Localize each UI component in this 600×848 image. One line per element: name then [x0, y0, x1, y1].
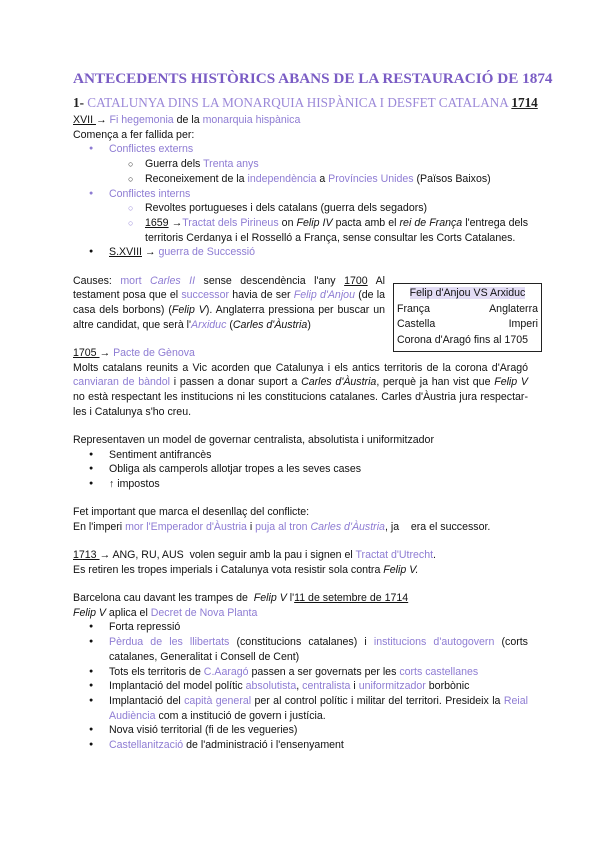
highlighted-term: puja al tron — [255, 520, 311, 533]
list-item — [73, 462, 528, 477]
highlighted-term: Pacte de Gènova — [113, 346, 195, 359]
bullet-icon: ● — [89, 696, 94, 704]
bullet-icon: ● — [89, 638, 94, 646]
highlighted-term: Fi hegemonia — [109, 114, 174, 126]
section-year: 1714 — [511, 95, 538, 110]
highlighted-term: Tractat dels Pirineus — [182, 216, 279, 229]
text-run: a — [316, 172, 329, 185]
highlighted-term: Decret de Nova Planta — [150, 606, 258, 619]
highlighted-term: independència — [247, 172, 317, 185]
paragraph — [73, 520, 528, 535]
paragraph — [73, 591, 528, 606]
bullet-icon: ● — [89, 682, 94, 690]
highlighted-term: Reial Audiència — [109, 694, 531, 722]
highlighted-term: Províncies Unides — [328, 172, 414, 185]
text-run: l'entrega dels territoris Cerdanya i el Rosselló a França, sense consultar les Corts Catalanes. — [145, 216, 531, 244]
document-page — [73, 70, 553, 753]
paragraph — [73, 433, 528, 448]
text-run: l' — [286, 591, 295, 604]
text-run: Causes: — [73, 274, 121, 287]
bullet-icon: ● — [89, 741, 94, 749]
text-run: (constitucions catalanes) i — [229, 636, 374, 649]
list-item — [73, 723, 528, 738]
circle-bullet-icon: ○ — [128, 173, 134, 184]
list-item — [73, 665, 528, 680]
highlighted-term: C.Aaragó — [203, 665, 249, 678]
highlighted-term: centralista — [302, 680, 351, 693]
text-run: de l'administració i l'ensenyament — [183, 739, 344, 752]
paragraph — [73, 563, 528, 578]
highlighted-term: Pèrdua de les llibertats — [109, 636, 230, 649]
highlighted-term: Trenta anys — [203, 158, 259, 171]
bullet-icon: ● — [89, 623, 94, 631]
text-run: aplica el — [105, 606, 151, 619]
text-run: → — [95, 114, 110, 126]
comparison-box-note: Corona d'Aragó fins al 1705 — [397, 333, 528, 346]
text-run: 1705 — [73, 346, 100, 359]
section-title: CATALUNYA DINS LA MONARQUIA HISPÀNICA I DESFET CATALANA — [87, 95, 509, 110]
text-run: ) — [307, 318, 311, 331]
list-item — [73, 620, 528, 635]
bullet-icon: ● — [89, 479, 94, 487]
text-run: (corts catalanes, Generalitat i Consell de Cent) — [109, 636, 531, 663]
document-body — [73, 113, 531, 753]
text-run: Molts catalans reunits a Vic acorden que Catalunya i els antics territoris de la corona d'Aragó — [73, 361, 531, 374]
bullet-icon: ● — [89, 726, 94, 734]
text-run: Felip V — [253, 591, 287, 604]
text-run: Forta repressió — [109, 621, 181, 634]
list-item — [73, 201, 528, 216]
bullet-icon: ● — [89, 248, 94, 256]
text-run: com a institució de govern i justícia. — [155, 709, 326, 722]
comparison-row — [397, 317, 538, 333]
text-run: Nova visió territorial (fi de les vegueries) — [109, 724, 298, 737]
paragraph — [73, 505, 528, 520]
text-run: Guerra dels — [145, 158, 204, 171]
highlighted-term: successor — [181, 289, 230, 302]
text-run: XVII — [73, 114, 96, 126]
text-run: 1659 — [145, 216, 169, 229]
text-run: Es retiren les tropes imperials i Catalunya vota resistir sola contra — [73, 563, 384, 576]
spacer — [73, 260, 528, 274]
highlighted-term: mort — [120, 274, 151, 287]
paragraph — [73, 606, 528, 621]
list-item — [73, 172, 528, 187]
list-item — [73, 245, 528, 260]
highlighted-term: Tractat d'Utrecht — [355, 549, 434, 562]
comparison-box — [393, 283, 542, 352]
text-run: → — [141, 246, 159, 259]
bullet-icon: ● — [89, 189, 94, 197]
text-run: → — [168, 216, 183, 229]
bullet-icon: ● — [89, 145, 94, 153]
text-run: Implantació del model polític — [109, 680, 246, 693]
list-item — [73, 679, 528, 694]
ally-felip: França — [397, 302, 430, 315]
text-run: borbònic — [425, 680, 470, 693]
highlighted-term: guerra de Successió — [158, 246, 256, 259]
text-run: Felip V. — [383, 563, 419, 576]
list-item — [73, 142, 528, 157]
text-run: Carles d'Àustria — [301, 376, 377, 389]
text-run: 11 de setembre de 1714 — [294, 591, 409, 604]
list-item — [73, 157, 528, 172]
list-item — [73, 216, 531, 245]
text-run: Felip V — [494, 376, 528, 389]
list-item — [73, 187, 528, 202]
text-run: Barcelona cau davant les trampes de — [73, 591, 254, 604]
spacer — [73, 535, 528, 549]
text-run: . — [433, 549, 436, 562]
circle-bullet-icon: ○ — [128, 159, 134, 170]
text-run: passen a ser governats per les — [248, 665, 400, 678]
ally-arxiduc: Imperi — [508, 318, 538, 330]
section-heading — [73, 94, 538, 111]
text-run: → ANG, RU, AUS volen seguir amb la pau i signen el — [99, 549, 356, 562]
paragraph — [73, 548, 528, 563]
text-run: rei de França — [399, 216, 463, 229]
text-run: Carles d'Àustria — [232, 318, 308, 331]
highlighted-term: Carles d'Àustria — [310, 520, 385, 533]
highlighted-term: Carles II — [150, 274, 196, 287]
text-run: Felip V — [73, 606, 106, 619]
text-run: de la — [173, 114, 203, 126]
comparison-row — [397, 302, 538, 318]
text-run: havia de ser — [229, 289, 294, 302]
bullet-icon: ● — [89, 450, 94, 458]
paragraph — [73, 274, 388, 333]
text-run: pacta amb el — [332, 216, 400, 229]
text-run: Sentiment antifrancès — [109, 448, 212, 461]
text-run: 1700 — [344, 274, 368, 287]
text-run: En l'imperi — [73, 520, 126, 533]
text-run: (Països Baixos) — [413, 172, 491, 185]
text-run: S.XVIII — [109, 246, 142, 259]
highlighted-term: uniformitzador — [358, 680, 426, 693]
highlighted-term: Felip d'Anjou — [293, 289, 355, 302]
text-run: per al control polític i militar del territori. Presideix la — [251, 694, 504, 707]
bullet-icon: ● — [89, 465, 94, 473]
text-run: Tots els territoris de — [109, 665, 204, 678]
paragraph — [73, 113, 528, 128]
highlighted-term: Conflictes interns — [109, 187, 191, 200]
text-run: , perquè ja han vist que — [376, 376, 495, 389]
highlighted-term: institucions d'autogovern — [373, 636, 495, 649]
text-run: Fet important que marca el desenllaç del conflicte: — [73, 506, 310, 519]
text-run: Felip IV — [296, 216, 333, 229]
text-run: , — [296, 680, 303, 693]
bullet-icon: ● — [89, 667, 94, 675]
text-run: Revoltes portugueses i dels catalans (guerra dels segadors) — [145, 202, 428, 215]
text-run: sense descendència l'any — [195, 274, 345, 287]
comparison-box-title: Felip d'Anjou VS Arxiduc — [409, 287, 526, 299]
highlighted-term: corts castellanes — [399, 665, 479, 678]
text-run: ↑ impostos — [109, 477, 160, 490]
highlighted-term: canviaran de bàndol — [73, 376, 171, 389]
highlighted-term: absolutista — [245, 680, 297, 693]
list-item — [73, 694, 531, 723]
text-run: Obliga als camperols allotjar tropes a les seves cases — [109, 463, 362, 476]
paragraph — [73, 128, 528, 143]
highlighted-term: mor l'Emperador d'Àustria — [125, 520, 247, 533]
text-run: Representaven un model de governar centralista, absolutista i uniformitzador — [73, 433, 434, 446]
text-run: i passen a donar suport a — [170, 376, 302, 389]
section-number: 1- — [73, 95, 84, 110]
list-item — [73, 635, 531, 664]
paragraph — [73, 361, 531, 420]
text-run: i — [246, 520, 256, 533]
highlighted-term: Conflictes externs — [109, 143, 194, 156]
text-run: ( — [226, 318, 233, 331]
spacer — [73, 577, 528, 591]
highlighted-term: monarquia hispànica — [202, 114, 301, 126]
text-run: → — [99, 346, 114, 359]
highlighted-term: capità general — [184, 694, 252, 707]
text-run: 1713 — [73, 549, 100, 562]
highlighted-term: Castellanització — [109, 739, 184, 752]
spacer — [73, 492, 528, 506]
text-run: no està respectant les institucions ni les constitucions catalanes. Carles d'Àustria jura respectar-les i Catalunya s'ho creu. — [73, 376, 531, 418]
document-title: ANTECEDENTS HISTÒRICS ABANS DE LA RESTAURACIÓ DE 1874 — [73, 70, 553, 87]
text-run: Felip V — [171, 303, 206, 316]
text-run: (de la casa dels borbons) ( — [73, 289, 388, 316]
list-item — [73, 477, 528, 492]
text-run: Comença a fer fallida per: — [73, 128, 195, 141]
text-run: Reconeixement de la — [145, 172, 248, 185]
text-run: Implantació del — [109, 694, 185, 707]
text-run: Al testament posa que el — [73, 274, 388, 302]
spacer — [73, 419, 528, 433]
text-run: ). Anglaterra pressiona per buscar un altre candidat, que serà l' — [73, 303, 388, 331]
text-run: i — [350, 680, 359, 693]
list-item — [73, 448, 528, 463]
ally-felip: Castella — [397, 318, 436, 330]
circle-bullet-icon: ○ — [128, 217, 134, 228]
text-run: on — [278, 216, 297, 229]
highlighted-term: Arxiduc — [191, 318, 227, 331]
text-run: , ja era el successor. — [384, 520, 491, 533]
ally-arxiduc: Anglaterra — [489, 302, 538, 315]
circle-bullet-icon: ○ — [128, 203, 134, 214]
list-item — [73, 738, 528, 753]
